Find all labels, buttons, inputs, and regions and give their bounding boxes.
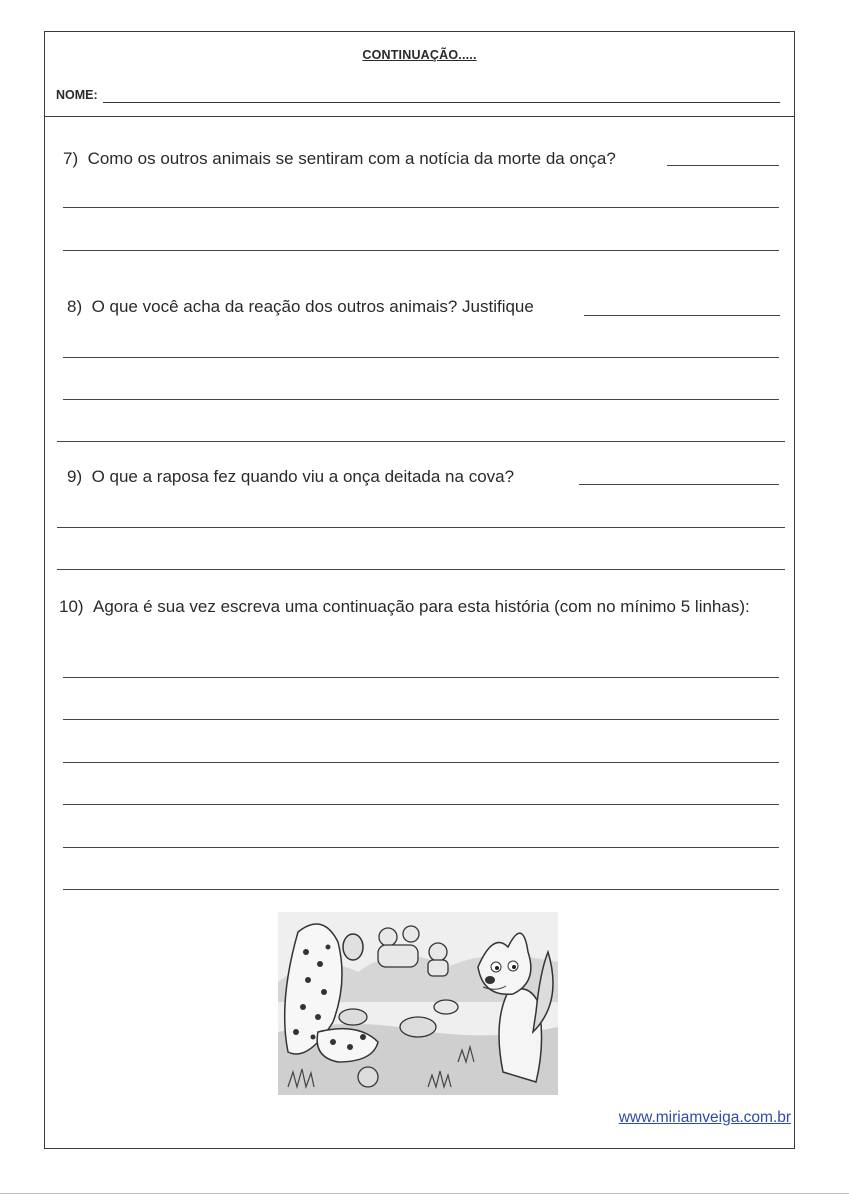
answer-line[interactable] xyxy=(63,399,779,400)
answer-line[interactable] xyxy=(63,357,779,358)
question-text: Como os outros animais se sentiram com a notícia da morte da onça? xyxy=(87,149,616,168)
header-title: CONTINUAÇÃO..... xyxy=(362,48,477,62)
animals-scene-image xyxy=(278,912,558,1095)
answer-line[interactable] xyxy=(57,527,785,528)
answer-line[interactable] xyxy=(57,441,785,442)
question-number: 7) xyxy=(63,149,79,168)
page-edge xyxy=(0,1193,849,1194)
answer-line[interactable] xyxy=(57,569,785,570)
question-number: 8) xyxy=(67,297,83,316)
answer-line[interactable] xyxy=(63,719,779,720)
answer-line[interactable] xyxy=(63,677,779,678)
answer-line[interactable] xyxy=(63,889,779,890)
question-text: Agora é sua vez escreva uma continuação para esta história (com no mínimo 5 linhas): xyxy=(93,597,750,616)
worksheet-frame xyxy=(44,31,795,1149)
question-text: O que a raposa fez quando viu a onça deitada na cova? xyxy=(91,467,515,486)
answer-line[interactable] xyxy=(63,847,779,848)
answer-line[interactable] xyxy=(63,804,779,805)
answer-line[interactable] xyxy=(63,207,779,208)
question-number: 9) xyxy=(67,467,83,486)
question-10 xyxy=(59,595,791,618)
question-9 xyxy=(67,467,514,487)
question-7 xyxy=(63,149,616,169)
worksheet-header xyxy=(45,32,794,117)
answer-line[interactable] xyxy=(579,484,779,485)
story-illustration xyxy=(278,912,558,1095)
question-text: O que você acha da reação dos outros animais? Justifique xyxy=(91,297,534,316)
question-number: 10) xyxy=(59,597,84,616)
answer-line[interactable] xyxy=(63,762,779,763)
answer-line[interactable] xyxy=(667,165,779,166)
answer-line[interactable] xyxy=(63,250,779,251)
name-answer-line[interactable] xyxy=(103,102,780,103)
question-8 xyxy=(67,297,534,317)
name-label: NOME: xyxy=(56,88,98,102)
answer-line[interactable] xyxy=(584,315,780,316)
website-link[interactable]: www.miriamveiga.com.br xyxy=(618,1109,791,1126)
